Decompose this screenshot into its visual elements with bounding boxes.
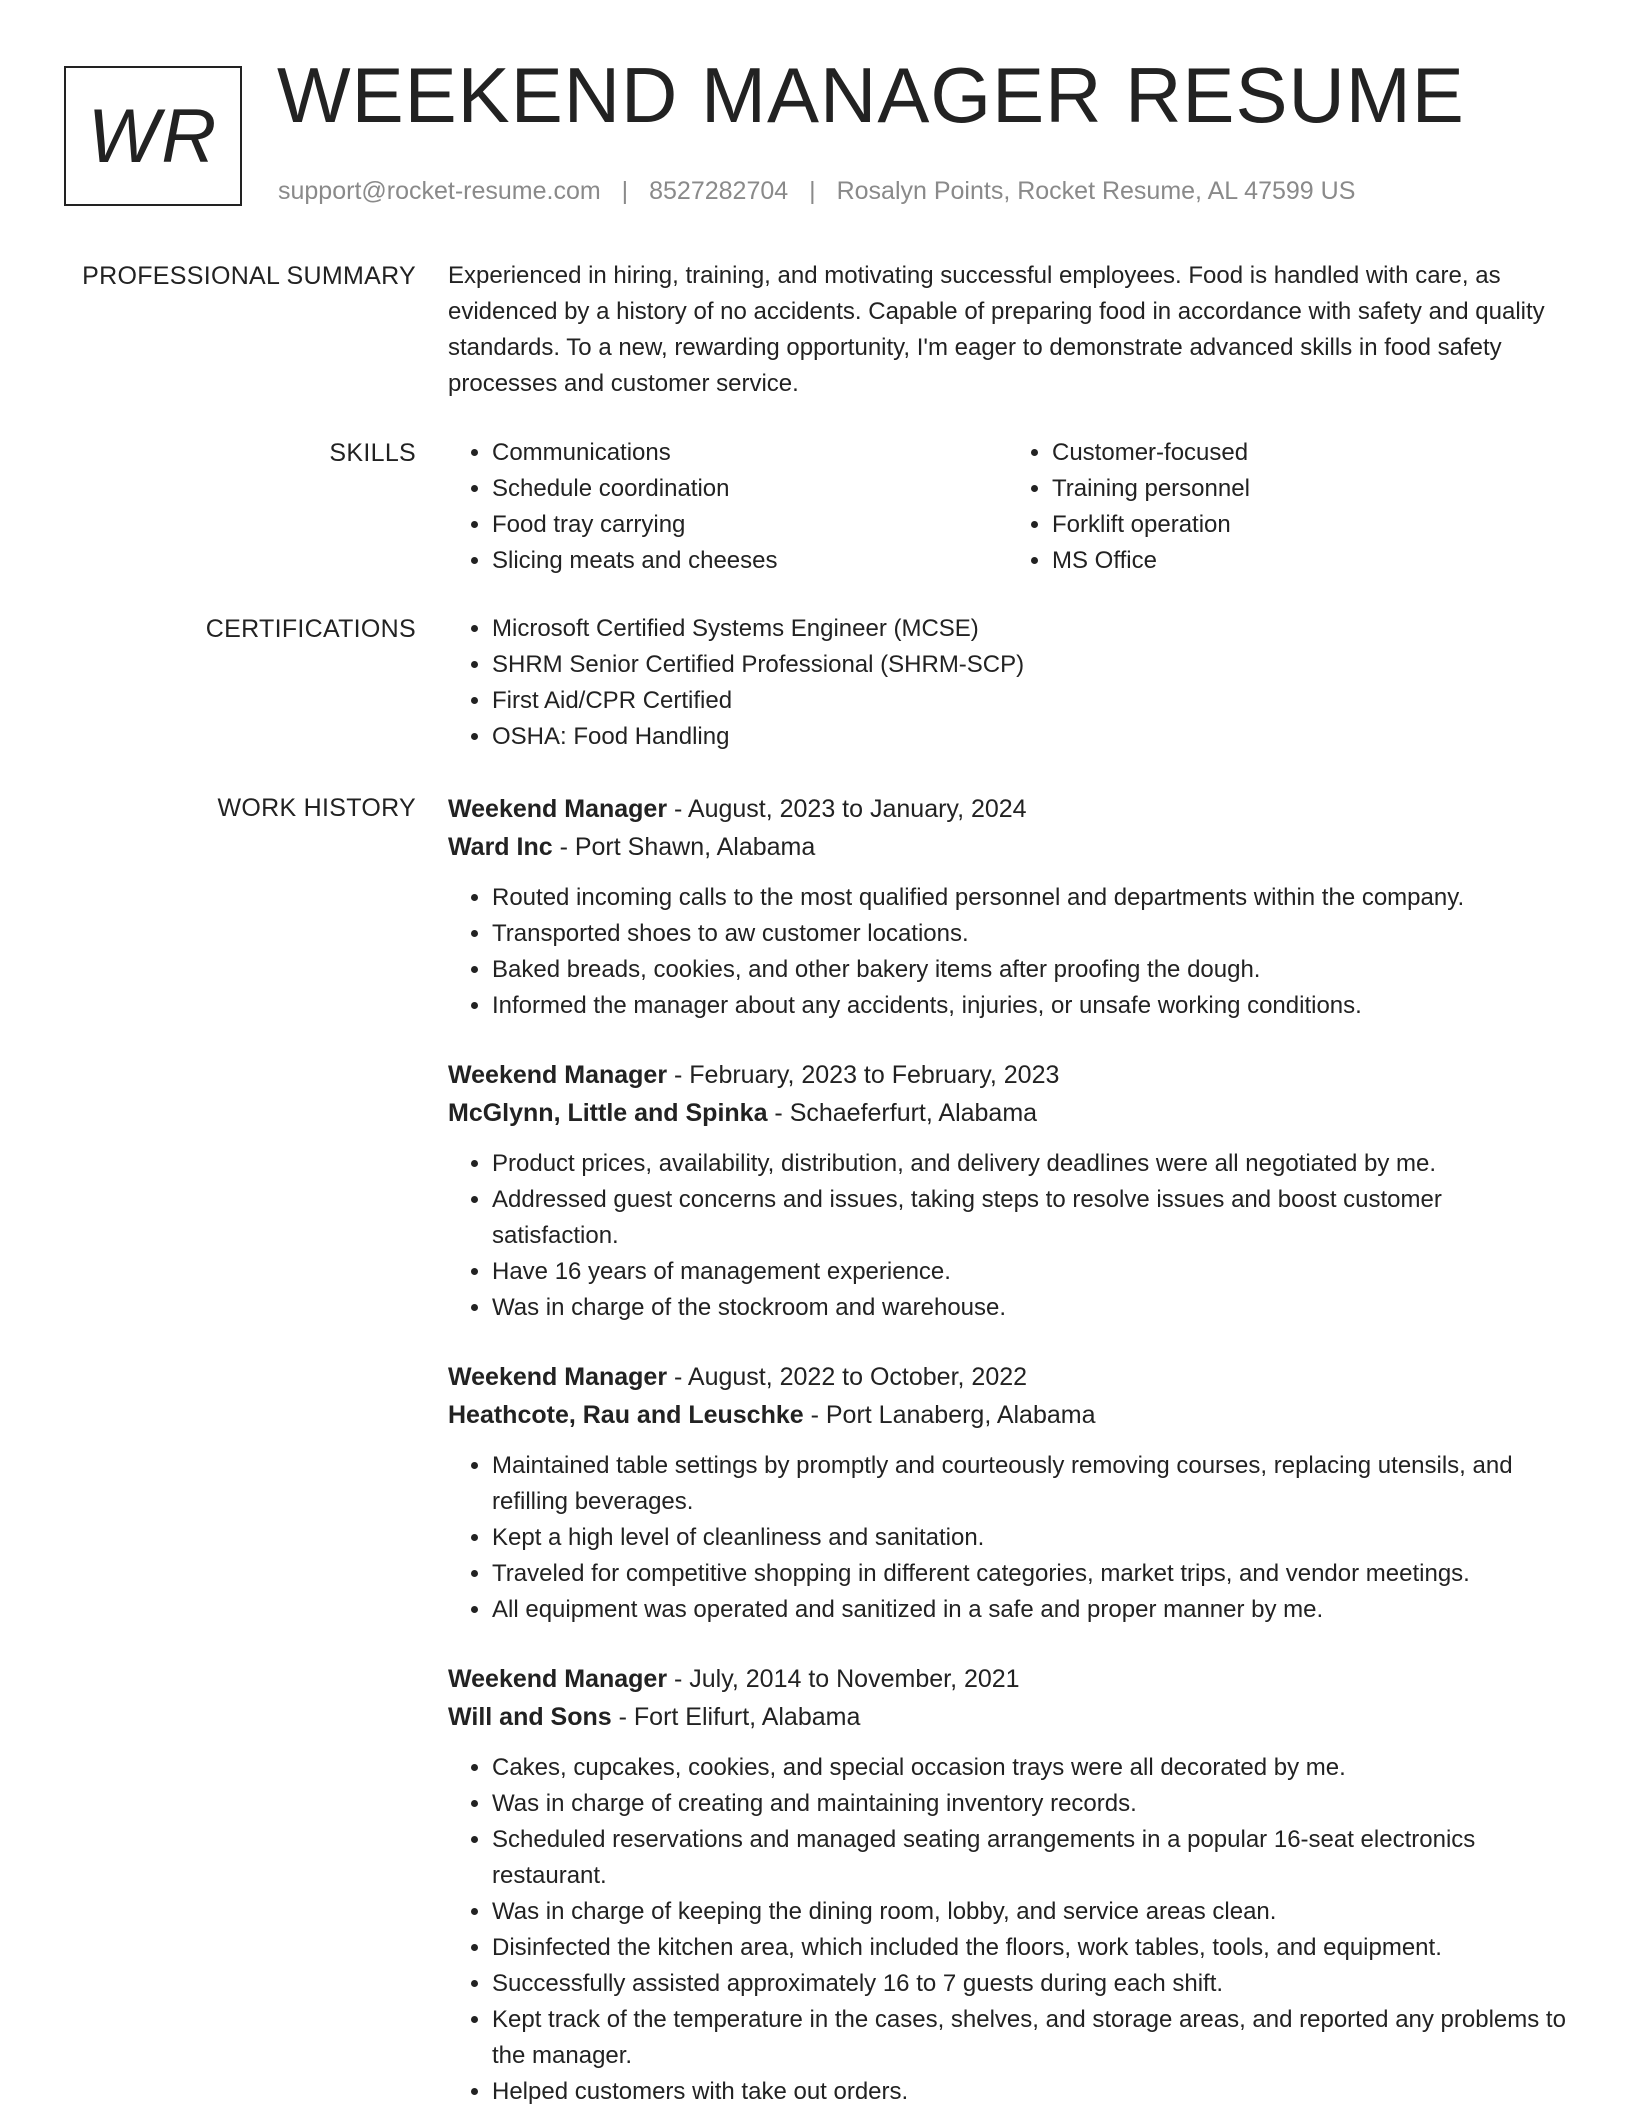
section-label-summary: PROFESSIONAL SUMMARY [82, 262, 416, 290]
contact-email: support@rocket-resume.com [278, 177, 601, 205]
job-dates: - February, 2023 to February, 2023 [667, 1061, 1060, 1089]
skills-body [448, 435, 1568, 579]
certifications-list [448, 611, 1568, 755]
section-label-certifications: CERTIFICATIONS [205, 615, 416, 643]
work-history-body [448, 790, 1568, 2112]
skill-item: • Training personnel [1052, 471, 1568, 507]
skill-item: • Food tray carrying [492, 507, 1008, 543]
job-company: McGlynn, Little and Spinka [448, 1099, 768, 1127]
job-duty: • Kept a high level of cleanliness and sanitation. [492, 1520, 1568, 1556]
job-title-line [448, 1660, 1568, 1698]
job-duty: • Traveled for competitive shopping in different categories, market trips, and vendor meetings. [492, 1556, 1568, 1592]
job-location: - Schaeferfurt, Alabama [767, 1099, 1038, 1127]
job-title: Weekend Manager [448, 1665, 668, 1693]
job-duty: • Was in charge of the stockroom and warehouse. [492, 1290, 1568, 1326]
job-dates: - August, 2022 to October, 2022 [667, 1363, 1028, 1391]
job-duty: • Informed the manager about any accidents, injuries, or unsafe working conditions. [492, 988, 1568, 1024]
job-duty: • Successfully assisted approximately 16 to 7 guests during each shift. [492, 1966, 1568, 2002]
job-title-line [448, 790, 1568, 828]
monogram-logo [64, 66, 242, 206]
job-duty: • Disinfected the kitchen area, which included the floors, work tables, tools, and equipment. [492, 1930, 1568, 1966]
monogram-text: WR [87, 93, 219, 179]
job-duty: • Product prices, availability, distribution, and delivery deadlines were all negotiated by me. [492, 1146, 1568, 1182]
job-title-line [448, 1358, 1568, 1396]
certifications-body [448, 611, 1568, 755]
job-company-line [448, 1094, 1568, 1132]
job-title: Weekend Manager [448, 1061, 668, 1089]
job-location: - Port Lanaberg, Alabama [803, 1401, 1096, 1429]
job-duty: • Was in charge of keeping the dining room, lobby, and service areas clean. [492, 1894, 1568, 1930]
job-entry [448, 790, 1568, 1024]
job-company: Will and Sons [448, 1703, 612, 1731]
contact-separator: | [809, 177, 816, 205]
job-duty: • Cakes, cupcakes, cookies, and special occasion trays were all decorated by me. [492, 1750, 1568, 1786]
job-entry [448, 1660, 1568, 2110]
job-dates: - July, 2014 to November, 2021 [667, 1665, 1020, 1693]
certification-item: • SHRM Senior Certified Professional (SHRM-SCP) [492, 647, 1568, 683]
job-company: Ward Inc [448, 833, 553, 861]
job-duties-list [448, 1146, 1568, 1326]
job-location: - Port Shawn, Alabama [552, 833, 816, 861]
skill-item: • Forklift operation [1052, 507, 1568, 543]
resume-title: WEEKEND MANAGER RESUME [277, 51, 1465, 139]
skill-item: • Customer-focused [1052, 435, 1568, 471]
job-duty: • Have 16 years of management experience. [492, 1254, 1568, 1290]
contact-separator: | [621, 177, 629, 205]
summary-text: Experienced in hiring, training, and motivating successful employees. Food is handled with care, as evidenced by a history of no accidents. Capable of preparing food in accordance with safety and quality standards. To a new, rewarding opportunity, I'm eager to demonstrate advanced skills in food safety processes and customer service. [448, 262, 1545, 397]
contact-line [278, 176, 1355, 206]
job-duties-list [448, 880, 1568, 1024]
summary-body [448, 258, 1568, 402]
skill-item: • Communications [492, 435, 1008, 471]
job-duty: • Scheduled reservations and managed seating arrangements in a popular 16-seat electronics restaurant. [492, 1822, 1568, 1894]
job-company-line [448, 1396, 1568, 1434]
job-duty: • Baked breads, cookies, and other bakery items after proofing the dough. [492, 952, 1568, 988]
job-duty: • Kept track of the temperature in the cases, shelves, and storage areas, and reported any problems to the manager. [492, 2002, 1568, 2074]
job-duties-list [448, 1750, 1568, 2110]
job-title: Weekend Manager [448, 795, 668, 823]
job-company-line [448, 1698, 1568, 1736]
section-label-skills: SKILLS [329, 439, 416, 467]
certification-item: • OSHA: Food Handling [492, 719, 1568, 755]
job-duty: • Helped customers with take out orders. [492, 2074, 1568, 2110]
skills-list-right [1008, 435, 1568, 579]
job-duty: • Maintained table settings by promptly and courteously removing courses, replacing utensils, and refilling beverages. [492, 1448, 1568, 1520]
job-duty: • Was in charge of creating and maintaining inventory records. [492, 1786, 1568, 1822]
job-duty: • Routed incoming calls to the most qualified personnel and departments within the company. [492, 880, 1568, 916]
skills-list-left [448, 435, 1008, 579]
contact-phone: 8527282704 [649, 177, 789, 205]
job-location: - Fort Elifurt, Alabama [611, 1703, 861, 1731]
job-duty: • All equipment was operated and sanitized in a safe and proper manner by me. [492, 1592, 1568, 1628]
certification-item: • Microsoft Certified Systems Engineer (MCSE) [492, 611, 1568, 647]
certification-item: • First Aid/CPR Certified [492, 683, 1568, 719]
job-dates: - August, 2023 to January, 2024 [667, 795, 1027, 823]
job-title: Weekend Manager [448, 1363, 668, 1391]
skill-item: • Schedule coordination [492, 471, 1008, 507]
job-title-line [448, 1056, 1568, 1094]
section-label-work-history: WORK HISTORY [217, 794, 416, 822]
job-duty: • Transported shoes to aw customer locations. [492, 916, 1568, 952]
contact-address: Rosalyn Points, Rocket Resume, AL 47599 US [836, 177, 1356, 205]
job-entry [448, 1358, 1568, 1628]
job-entry [448, 1056, 1568, 1326]
skill-item: • Slicing meats and cheeses [492, 543, 1008, 579]
job-company-line [448, 828, 1568, 866]
job-duty: • Addressed guest concerns and issues, taking steps to resolve issues and boost customer satisfaction. [492, 1182, 1568, 1254]
job-company: Heathcote, Rau and Leuschke [448, 1401, 804, 1429]
skill-item: • MS Office [1052, 543, 1568, 579]
job-duties-list [448, 1448, 1568, 1628]
